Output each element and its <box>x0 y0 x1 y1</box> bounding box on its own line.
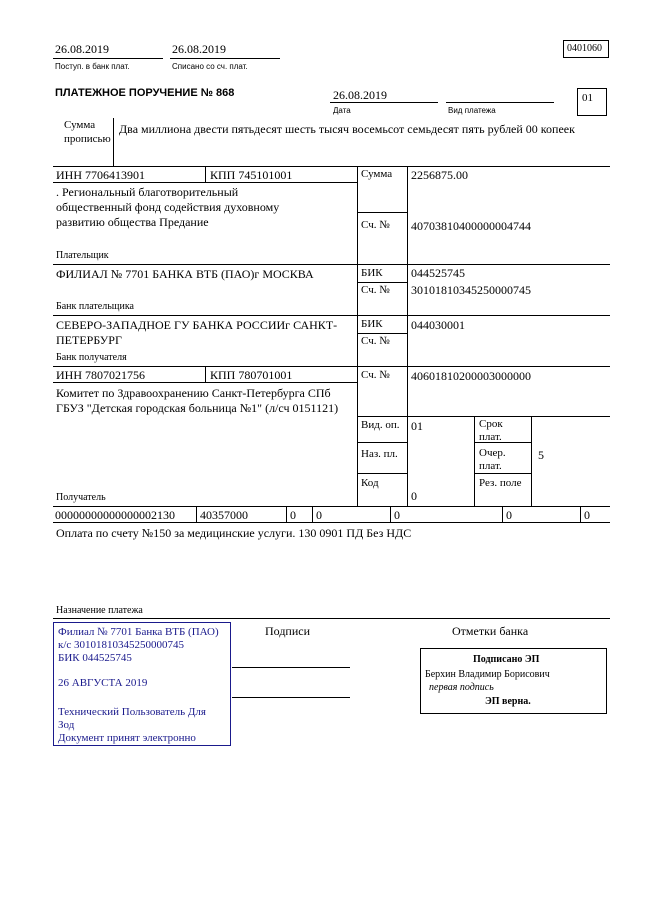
amount-words-label-2: прописью <box>64 133 111 145</box>
recipient-bank-label: Банк получателя <box>56 352 127 363</box>
stamp-line-1: Филиал № 7701 Банка ВТБ (ПАО) <box>58 626 219 638</box>
esign-signed: Подписано ЭП <box>473 654 540 665</box>
divider <box>330 102 438 103</box>
date-received-label: Поступ. в банк плат. <box>55 62 130 71</box>
esign-name: Берхин Владимир Борисович <box>425 669 550 680</box>
document-title: ПЛАТЕЖНОЕ ПОРУЧЕНИЕ № 868 <box>55 87 235 99</box>
divider <box>170 58 280 59</box>
stamp-line-6: Зод <box>58 719 75 731</box>
payer-bank-bik: 044525745 <box>411 266 465 280</box>
recipient-acc: 40601810200003000000 <box>411 369 531 383</box>
divider <box>357 212 407 213</box>
amount-words-label-1: Сумма <box>64 119 96 131</box>
purpose-label: Назначение платежа <box>56 605 143 616</box>
divider <box>53 58 163 59</box>
divider <box>580 506 581 522</box>
payer-label: Плательщик <box>56 250 109 261</box>
ocher-value: 5 <box>538 448 544 462</box>
kod-value: 0 <box>411 489 417 503</box>
payer-bank-acc: 30101810345250000745 <box>411 283 531 297</box>
divider <box>407 166 408 506</box>
recipient-bank-name-2: ПЕТЕРБУРГ <box>56 333 122 347</box>
srok-label-2: плат. <box>479 431 502 443</box>
tax-field-5: 0 <box>394 508 400 522</box>
stamp-line-5: Технический Пользователь Для <box>58 706 206 718</box>
payer-inn: ИНН 7706413901 <box>56 168 145 182</box>
recipient-bank-acc-label: Сч. № <box>361 335 390 347</box>
payer-bank-bik-label: БИК <box>361 267 383 279</box>
recipient-bank-name-1: СЕВЕРО-ЗАПАДНОЕ ГУ БАНКА РОССИИг САНКТ- <box>56 318 338 332</box>
divider <box>53 366 610 367</box>
tax-field-1: 00000000000000002130 <box>55 508 175 522</box>
payer-name-1: . Региональный благотворительный <box>56 185 239 199</box>
recipient-label: Получатель <box>56 492 106 503</box>
payment-type-label: Вид платежа <box>448 106 496 115</box>
divider <box>205 166 206 182</box>
purpose-text: Оплата по счету №150 за медицинские услуги. 130 0901 ПД Без НДС <box>56 526 412 540</box>
payer-bank-acc-label: Сч. № <box>361 284 390 296</box>
signatures-label: Подписи <box>265 624 311 638</box>
divider <box>205 366 206 382</box>
divider <box>53 506 610 507</box>
recipient-name-1: Комитет по Здравоохранению Санкт-Петербурга СПб <box>56 386 331 400</box>
stamp-line-4: 26 АВГУСТА 2019 <box>58 677 148 689</box>
payer-kpp: КПП 745101001 <box>210 168 293 182</box>
tax-field-3: 0 <box>290 508 296 522</box>
divider <box>357 166 358 506</box>
tax-field-4: 0 <box>316 508 322 522</box>
srok-label-1: Срок <box>479 418 503 430</box>
naz-pl-label: Наз. пл. <box>361 448 398 460</box>
status-code: 01 <box>582 92 593 104</box>
payer-account-label: Сч. № <box>361 219 390 231</box>
vid-op-label: Вид. оп. <box>361 419 400 431</box>
divider <box>53 315 610 316</box>
date-received: 26.08.2019 <box>55 42 109 56</box>
vid-op-value: 01 <box>411 419 423 433</box>
payer-name-2: общественный фонд содействия духовному <box>56 200 280 214</box>
divider <box>286 506 287 522</box>
payer-bank-label: Банк плательщика <box>56 301 134 312</box>
divider <box>357 416 610 417</box>
recipient-acc-label: Сч. № <box>361 369 390 381</box>
divider <box>474 473 531 474</box>
amount-words-text: Два миллиона двести пятьдесят шесть тысяч восемьсот семьдесят пять рублей 00 копеек <box>119 122 575 136</box>
divider <box>53 264 610 265</box>
order-date-label: Дата <box>333 106 351 115</box>
divider <box>502 506 503 522</box>
form-code-box <box>563 40 609 58</box>
tax-field-6: 0 <box>506 508 512 522</box>
stamp-line-2: к/с 30101810345250000745 <box>58 639 185 651</box>
divider <box>357 333 407 334</box>
payer-name-3: развитию общества Предание <box>56 215 209 229</box>
tax-field-7: 0 <box>584 508 590 522</box>
recipient-kpp: КПП 780701001 <box>210 368 293 382</box>
esign-verified: ЭП верна. <box>485 696 531 707</box>
stamp-line-3: БИК 044525745 <box>58 652 132 664</box>
date-debited: 26.08.2019 <box>172 42 226 56</box>
payer-bank-name: ФИЛИАЛ № 7701 БАНКА ВТБ (ПАО)г МОСКВА <box>56 267 314 281</box>
recipient-bank-bik: 044030001 <box>411 318 465 332</box>
bank-marks-label: Отметки банка <box>452 624 529 638</box>
recipient-bank-bik-label: БИК <box>361 318 383 330</box>
rez-label: Рез. поле <box>479 477 522 489</box>
divider <box>53 618 610 619</box>
divider <box>196 506 197 522</box>
amount-value: 2256875.00 <box>411 168 468 182</box>
divider <box>531 416 532 506</box>
esign-first-sig: первая подпись <box>429 682 494 693</box>
kod-label: Код <box>361 477 379 489</box>
tax-field-2: 40357000 <box>200 508 248 522</box>
ocher-label-1: Очер. <box>479 447 506 459</box>
signature-line-2 <box>232 697 350 698</box>
divider <box>390 506 391 522</box>
ocher-label-2: плат. <box>479 460 502 472</box>
esign-box <box>420 648 607 714</box>
divider <box>357 282 407 283</box>
divider <box>357 473 407 474</box>
recipient-inn: ИНН 7807021756 <box>56 368 145 382</box>
divider <box>312 506 313 522</box>
payer-account-value: 40703810400000004744 <box>411 219 531 233</box>
bank-stamp <box>53 622 231 746</box>
divider <box>357 442 407 443</box>
order-date: 26.08.2019 <box>333 88 387 102</box>
divider <box>113 118 114 166</box>
date-debited-label: Списано со сч. плат. <box>172 62 248 71</box>
divider <box>446 102 554 103</box>
recipient-name-2: ГБУЗ "Детская городская больница №1" (л/сч 0151121) <box>56 401 339 415</box>
divider <box>53 166 610 167</box>
form-code: 0401060 <box>567 43 602 54</box>
amount-label: Сумма <box>361 168 393 180</box>
signature-line-1 <box>232 667 350 668</box>
stamp-line-7: Документ принят электронно <box>58 732 196 744</box>
status-code-box <box>577 88 607 116</box>
divider <box>474 416 475 506</box>
